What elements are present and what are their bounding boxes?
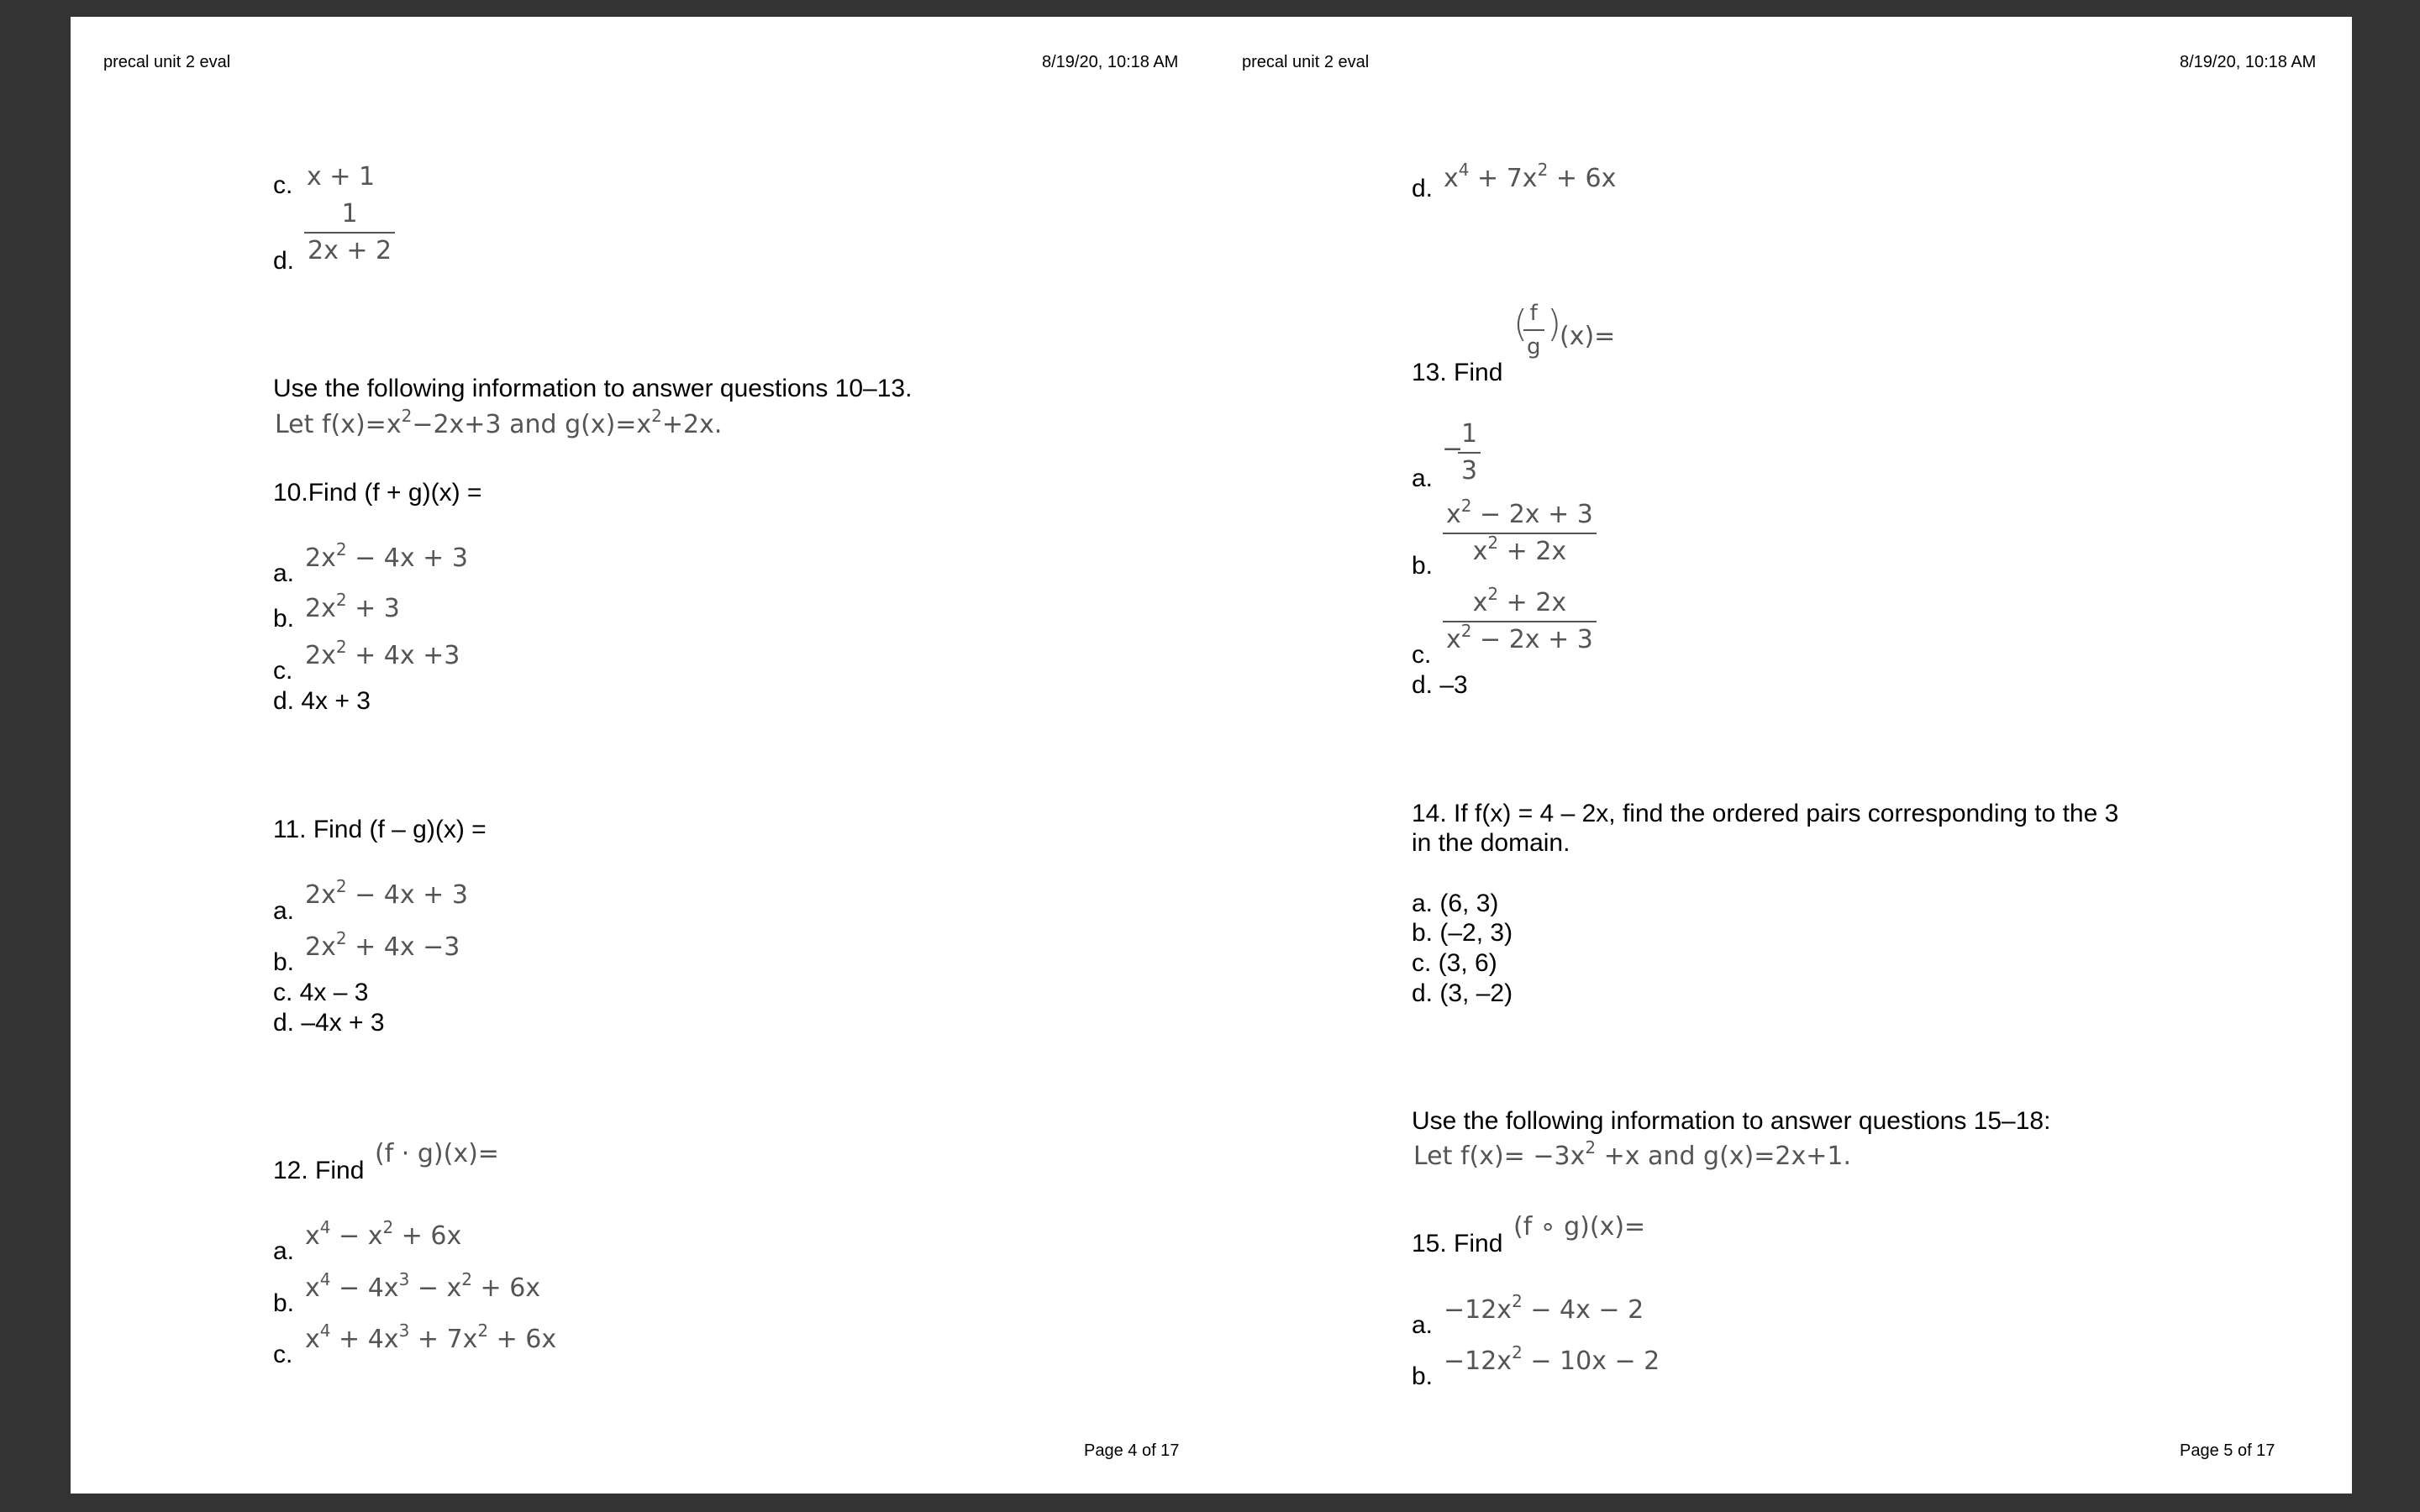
answer-label: b. bbox=[273, 605, 295, 633]
page-5: precal unit 2 eval 8/19/20, 10:18 AM d. $x^4 + 7x^2 + 6x$ 13. Find ( $\frac{f}{g}$ ) (x)= a. − $\frac{1}{3}$ b. $\frac{x^2 - 2x + 3}{x^2 + 2x}$ c. $\frac{x^2 + 2x}{x^2 - 2x + 3}$ d. –3 14. If f(x) = 4 – 2x, find the ordered pairs corresponding to the 3 in the domain. a. (6, 3) b. (–2, 3) c. (3, 6) d. (3, –2) Use the following information to answer questions 15–18: Let $f(x)= -3x^2 +x$ and g(x)=2x+1. 15. Find (f ∘ g)(x)= a. $-12x^2 - 4x - 2$ b. $-12x^2 - 10x - 2$ Page 5 of 17 bbox=[1242, 53, 2317, 1460]
answer-label: c. bbox=[1412, 641, 1432, 669]
answer-d: d. –4x + 3 bbox=[273, 1009, 385, 1037]
given-functions: Let $f(x)= -3x^2 +x$ and g(x)=2x+1. bbox=[1413, 1137, 1851, 1171]
answer-b: b. (–2, 3) bbox=[1412, 919, 1513, 947]
answer-expression: $2x^2 - 4x + 3$ bbox=[305, 876, 468, 910]
instruction-text: Use the following information to answer questions 10–13. bbox=[273, 375, 913, 402]
answer-fraction: $\frac{1}{3}$ bbox=[1458, 422, 1481, 484]
answer-label: a. bbox=[273, 1237, 295, 1265]
answer-expression: $-12x^2 - 10x - 2$ bbox=[1444, 1342, 1660, 1376]
answer-a: a. (6, 3) bbox=[1412, 890, 1499, 917]
answer-label: c. bbox=[273, 171, 293, 199]
question-expression: (f ∘ g)(x)= bbox=[1513, 1212, 1646, 1242]
answer-label: c. bbox=[273, 657, 293, 685]
answer-expression: $x^4 - x^2 + 6x$ bbox=[305, 1217, 462, 1251]
answer-c: c. (3, 6) bbox=[1412, 949, 1497, 977]
answer-expression: $-12x^2 - 4x - 2$ bbox=[1444, 1291, 1644, 1325]
answer-label: d. bbox=[1412, 175, 1434, 202]
instruction-text: Use the following information to answer questions 15–18: bbox=[1412, 1107, 2051, 1135]
answer-expression: x + 1 bbox=[307, 162, 376, 192]
question-14: 14. If f(x) = 4 – 2x, find the ordered pairs corresponding to the 3 bbox=[1412, 800, 2119, 827]
answer-label: b. bbox=[273, 948, 295, 976]
answer-c: c. 4x – 3 bbox=[273, 979, 369, 1006]
question-13: 13. Find bbox=[1412, 359, 1503, 386]
answer-expression: $x^4 + 4x^3 + 7x^2 + 6x$ bbox=[305, 1320, 557, 1354]
page-header-timestamp: 8/19/20, 10:18 AM bbox=[1042, 53, 1179, 71]
answer-d: d. 4x + 3 bbox=[273, 687, 371, 715]
answer-fraction: $\frac{x^2 + 2x}{x^2 - 2x + 3}$ bbox=[1443, 591, 1597, 653]
answer-expression: $2x^2 + 3$ bbox=[305, 590, 400, 623]
answer-label: d. bbox=[273, 247, 295, 275]
answer-label: a. bbox=[273, 559, 295, 587]
question-10: 10.Find (f + g)(x) = bbox=[273, 479, 482, 507]
question-14-cont: in the domain. bbox=[1412, 829, 1570, 857]
answer-expression: $2x^2 + 4x -3$ bbox=[305, 928, 460, 962]
page-header-title: precal unit 2 eval bbox=[1242, 53, 1370, 71]
answer-label: b. bbox=[1412, 1362, 1434, 1390]
answer-expression: $2x^2 + 4x +3$ bbox=[305, 637, 460, 670]
answer-label: c. bbox=[273, 1341, 293, 1368]
answer-expression: $2x^2 - 4x + 3$ bbox=[305, 539, 468, 573]
question-11: 11. Find (f – g)(x) = bbox=[273, 816, 487, 843]
answer-fraction bbox=[304, 199, 395, 265]
page-header-timestamp: 8/19/20, 10:18 AM bbox=[2180, 53, 2317, 71]
document-viewer bbox=[71, 17, 2352, 1494]
answer-d: d. –3 bbox=[1412, 671, 1468, 699]
answer-fraction: $\frac{x^2 - 2x + 3}{x^2 + 2x}$ bbox=[1443, 502, 1597, 564]
answer-sign: − bbox=[1442, 434, 1464, 464]
question-12: 12. Find bbox=[273, 1157, 365, 1184]
fraction-denominator: 2x + 2 bbox=[304, 232, 395, 264]
page-4 bbox=[71, 17, 1211, 1494]
answer-d: d. (3, –2) bbox=[1412, 979, 1513, 1007]
page-number: Page 4 of 17 bbox=[1084, 1441, 1180, 1460]
answer-label: b. bbox=[1412, 552, 1434, 580]
question-expression: (f · g)(x)= bbox=[375, 1139, 499, 1168]
answer-label: a. bbox=[1412, 465, 1434, 492]
answer-label: a. bbox=[273, 897, 295, 925]
fraction-numerator: 1 bbox=[341, 199, 358, 228]
answer-expression: $x^4 + 7x^2 + 6x$ bbox=[1444, 160, 1617, 193]
given-functions: Let $f(x)=x^2-2x+3$ and $g(x)=x^2+2x$. bbox=[275, 406, 723, 439]
page-number: Page 5 of 17 bbox=[2180, 1441, 2275, 1460]
answer-expression: $x^4 - 4x^3 - x^2 + 6x$ bbox=[305, 1269, 541, 1303]
question-15: 15. Find bbox=[1412, 1230, 1503, 1257]
answer-label: b. bbox=[273, 1289, 295, 1317]
answer-label: a. bbox=[1412, 1311, 1434, 1339]
page-header-title: precal unit 2 eval bbox=[103, 53, 231, 71]
